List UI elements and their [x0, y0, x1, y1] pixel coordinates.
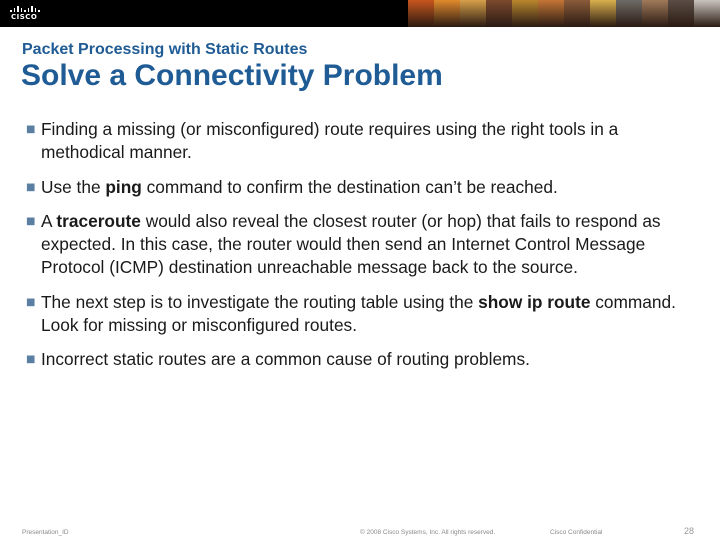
header-photo-tile: [460, 0, 486, 27]
header-photo-tile: [668, 0, 694, 27]
section-subtitle: Packet Processing with Static Routes: [22, 41, 308, 58]
header-photo-tile: [694, 0, 720, 27]
header-photo-tile: [408, 0, 434, 27]
cisco-logo: [8, 5, 42, 23]
cisco-logo-text: CISCO: [11, 13, 38, 21]
bullet-list: [26, 118, 696, 383]
header-photo-tile: [564, 0, 590, 27]
bullet-square-icon: ■: [26, 296, 36, 308]
bullet-item: ■ Finding a missing (or misconfigured) route requires using the right tools in a methodical manner.: [26, 119, 619, 162]
header-photo-tile: [434, 0, 460, 27]
top-banner: [0, 0, 720, 27]
bullet-square-icon: ■: [26, 216, 36, 227]
cisco-logo-bars: [10, 5, 40, 12]
bullet-item: ■ Incorrect static routes are a common cause of routing problems.: [26, 349, 530, 369]
header-photo-tile: [512, 0, 538, 27]
header-photo-tile: [486, 0, 512, 27]
header-photo-tile: [642, 0, 668, 27]
header-photo-strip: [408, 0, 720, 27]
show-ip-route-command: show ip route: [478, 291, 591, 312]
footer-confidential: Cisco Confidential: [550, 529, 603, 536]
slide-title: Solve a Connectivity Problem: [21, 59, 443, 92]
header-photo-tile: [590, 0, 616, 27]
bullet-square-icon: ■: [26, 354, 36, 365]
bullet-item: ■ A traceroute would also reveal the closest router (or hop) that fails to respond as expected. In this case, the router would then send an Internet Control Message Protocol (ICMP) destination unreachable message back to the source.: [26, 211, 661, 277]
header-photo-tile: [538, 0, 564, 27]
bullet-item: ■ The next step is to investigate the routing table using the show ip route command. Look for missing or misconfigured routes.: [26, 291, 676, 335]
footer-presentation-id: Presentation_ID: [22, 529, 69, 536]
bullet-square-icon: ■: [26, 181, 36, 193]
ping-command: ping: [105, 176, 142, 197]
footer-copyright: © 2008 Cisco Systems, Inc. All rights reserved.: [360, 529, 496, 536]
bullet-item: ■ Use the ping command to confirm the destination can’t be reached.: [26, 176, 558, 197]
header-photo-tile: [616, 0, 642, 27]
bullet-square-icon: ■: [26, 124, 36, 135]
page-number: 28: [684, 526, 695, 536]
traceroute-command: traceroute: [56, 211, 141, 231]
